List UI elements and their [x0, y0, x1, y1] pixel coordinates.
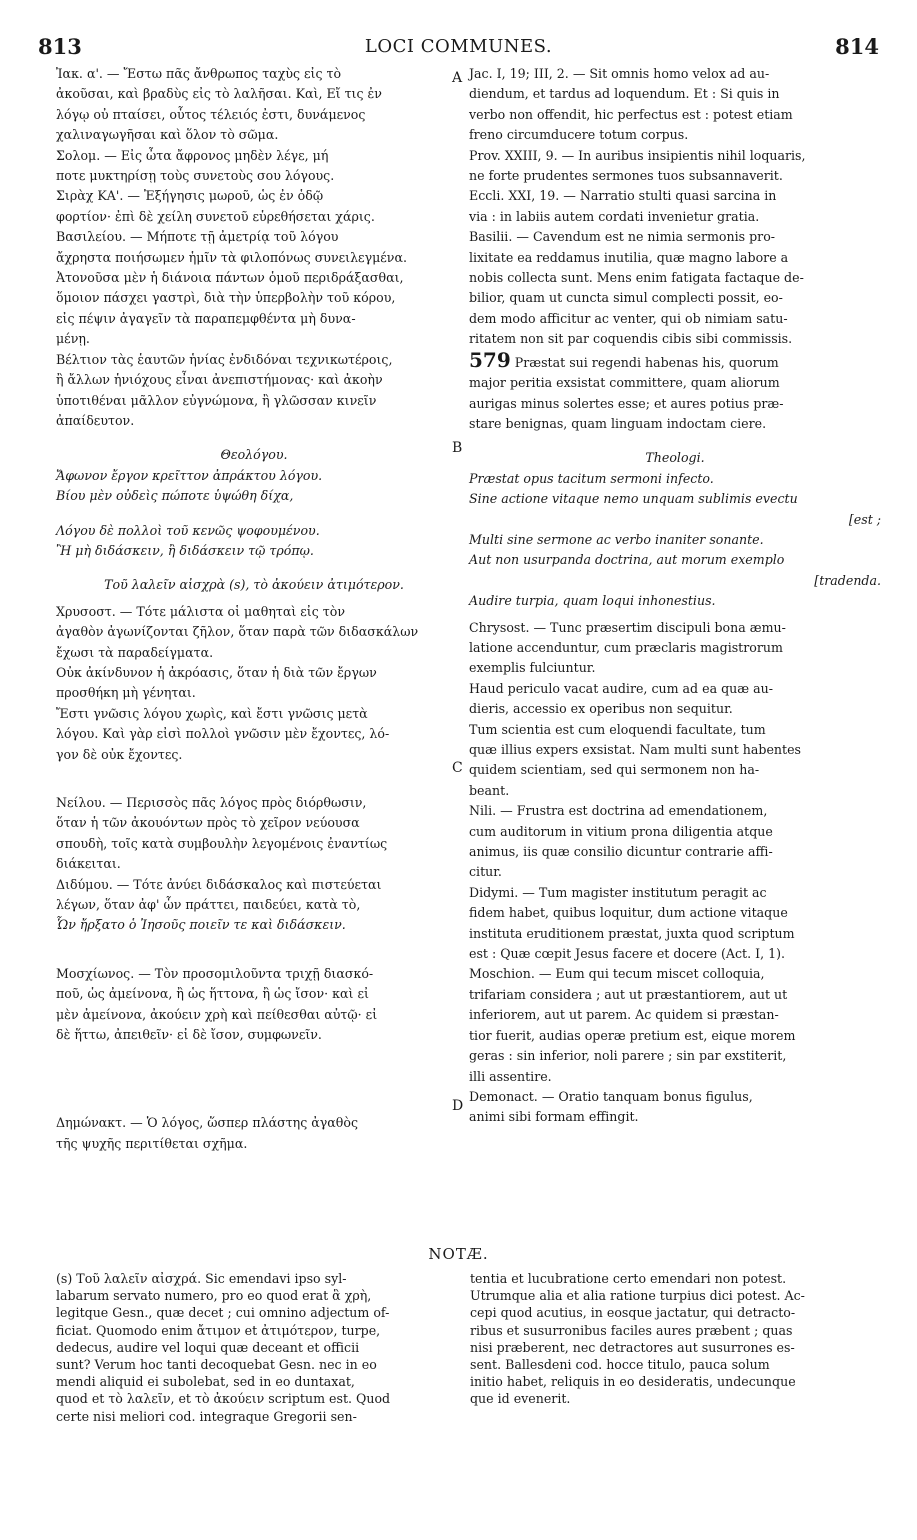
- text-line: Ἀτονοῦσα μὲν ἡ διάνοια πάντων ὁμοῦ περιδράξασθαι,: [56, 270, 404, 286]
- margin-marker-a: A: [452, 70, 463, 86]
- verse-line: Ἢ μὴ διδάσκειν, ἢ διδάσκειν τῷ τρόπῳ.: [56, 542, 314, 558]
- text-line: Prov. XXIII, 9. — In auribus insipientis nihil loquaris,: [469, 147, 806, 163]
- text-line: μένῃ.: [56, 331, 90, 347]
- text-line: [469, 347, 881, 373]
- note-line: mendi aliquid ei subolebat, sed in eo duntaxat,: [56, 1374, 355, 1390]
- note-line: labarum servato numero, pro eo quod erat ἃ χρὴ,: [56, 1288, 372, 1304]
- text-line: λόγου. Καὶ γὰρ εἰσὶ πολλοὶ γνῶσιν μὲν ἔχοντες, λό-: [56, 726, 390, 742]
- note-line: legitque Gesn., quæ decet ; cui omnino adjectum of-: [56, 1305, 390, 1321]
- text-line: diendum, et tardus ad loquendum. Et : Si quis in: [469, 86, 780, 102]
- text-line: Didymi. — Tum magister institutum peragit ac: [469, 884, 767, 900]
- note-line: (s) Τοῦ λαλεῖν αἰσχρά. Sic emendavi ipso syl-: [56, 1271, 347, 1286]
- text-line: ποτε μυκτηρίσῃ τοὺς συνετοὺς σου λόγους.: [56, 168, 335, 184]
- greek-column: [56, 64, 452, 1154]
- verse-line: Βίου μὲν οὐδεὶς πώποτε ὑψώθη δίχα,: [56, 488, 294, 504]
- text-line: animi sibi formam effingit.: [469, 1109, 639, 1125]
- text-line: via : in labiis autem cordati invenietur gratia.: [469, 208, 760, 224]
- margin-marker-d: D: [452, 1098, 464, 1114]
- margin-marker-b: B: [452, 440, 463, 456]
- text-line: Eccli. XXI, 19. — Narratio stulti quasi sarcina in: [469, 188, 777, 204]
- text-line: verbo non offendit, hic perfectus est : potest etiam: [469, 106, 793, 122]
- text-line: ὑποτιθέναι μᾶλλον εὐγνώμονα, ἢ γλῶσσαν κινεῖν: [56, 392, 377, 408]
- column-number: 579: [469, 347, 511, 372]
- notes-left-column: [56, 1270, 452, 1425]
- text-line: ἔχωσι τὰ παραδείγματα.: [56, 644, 214, 660]
- text-line: lixitate ea reddamus inutilia, quæ magno labore a: [469, 249, 789, 265]
- page-header: [38, 34, 879, 64]
- note-line: sunt? Verum hoc tanti decoquebat Gesn. nec in eo: [56, 1357, 377, 1373]
- text-line: Σιρὰχ ΚΑ'. — Ἐξήγησις μωροῦ, ὡς ἐν ὁδῷ: [56, 188, 324, 204]
- text-line: λέγων, ὅταν ἀφ' ὧν πράττει, παιδεύει, κατὰ τὸ,: [56, 897, 361, 913]
- text-line: trifariam considera ; aut ut præstantiorem, aut ut: [469, 986, 788, 1002]
- text-line: Οὐκ ἀκίνδυνον ἡ ἀκρόασις, ὅταν ἡ διὰ τῶν ἔργων: [56, 664, 377, 680]
- text-line: Tum scientia est cum eloquendi facultate, tum: [469, 721, 766, 737]
- text-line: Ὧν ἤρξατο ὁ Ἰησοῦς ποιεῖν τε καὶ διδάσκειν.: [56, 917, 346, 933]
- text-line: geras : sin inferior, noli parere ; sin par exstiterit,: [469, 1048, 787, 1064]
- text-line: ἄχρηστα ποιήσωμεν ἡμῖν τὰ φιλοπόνως συνειλεγμένα.: [56, 249, 407, 265]
- text-line: beant.: [469, 782, 510, 798]
- text-line: λόγῳ οὐ πταίσει, οὗτος τέλειός ἐστι, δυνάμενος: [56, 106, 366, 122]
- text-line-content: Præstat sui regendi habenas his, quorum: [514, 354, 779, 370]
- text-line: bilior, quam ut cuncta simul complecti possit, eo-: [469, 290, 783, 306]
- text-line: ὅμοιον πάσχει γαστρὶ, διὰ τὴν ὑπερβολὴν τοῦ κόρου,: [56, 290, 396, 306]
- note-line: quod et τὸ λαλεῖν, et τὸ ἀκούειν scriptum est. Quod: [56, 1391, 391, 1407]
- text-line: illi assentire.: [469, 1068, 552, 1084]
- margin-marker-c: C: [452, 760, 463, 776]
- text-line: χαλιναγωγῆσαι καὶ ὅλον τὸ σῶμα.: [56, 127, 279, 143]
- verse-line: Aut non usurpanda doctrina, aut morum exemplo: [469, 552, 785, 568]
- page-number-right: 814: [835, 34, 879, 59]
- text-line: γον δὲ οὐκ ἔχοντες.: [56, 746, 183, 762]
- section-heading-theologou: Θεολόγου.: [220, 447, 288, 463]
- text-line: latione accenduntur, cum præclaris magistrorum: [469, 639, 783, 655]
- notes-title: NOTÆ.: [428, 1245, 489, 1263]
- verse-line: Præstat opus tacitum sermoni infecto.: [469, 470, 714, 486]
- note-line: certe nisi meliori cod. integraque Gregorii sen-: [56, 1408, 357, 1424]
- text-line: animus, iis quæ consilio dicuntur contrarie affi-: [469, 844, 773, 860]
- text-line: ne forte prudentes sermones tuos subsannaverit.: [469, 168, 783, 184]
- text-line: instituta eruditionem præstat, juxta quod scriptum: [469, 925, 795, 941]
- running-title: LOCI COMMUNES.: [364, 36, 553, 57]
- text-line: Moschion. — Eum qui tecum miscet colloquia,: [469, 966, 765, 982]
- text-line: tior fuerit, audias operæ pretium est, eique morem: [469, 1027, 796, 1043]
- verse-line: [est ;: [848, 511, 881, 527]
- text-line: nobis collecta sunt. Mens enim fatigata factaque de-: [469, 270, 804, 286]
- text-line: stare benignas, quam linguam indoctam ciere.: [469, 415, 767, 431]
- note-line: tentia et lucubratione certo emendari non potest.: [470, 1271, 787, 1286]
- text-line: Βασιλείου. — Μήποτε τῇ ἀμετρίᾳ τοῦ λόγου: [56, 229, 339, 245]
- page-number-left: 813: [38, 34, 82, 59]
- verse-line: Sine actione vitaque nemo unquam sublimis evectu: [469, 491, 798, 507]
- text-line: Δημώνακτ. — Ὁ λόγος, ὥσπερ πλάστης ἀγαθὸς: [56, 1115, 359, 1131]
- section-title-talking: Τοῦ λαλεῖν αἰσχρὰ (s), τὸ ἀκούειν ἀτιμότερον.: [104, 577, 404, 593]
- text-line: Σολομ. — Εἰς ὦτα ἄφρονος μηδὲν λέγε, μή: [56, 147, 329, 163]
- note-line: Utrumque alia et alia ratione turpius dici potest. Ac-: [470, 1288, 805, 1304]
- text-line: quæ illius expers exsistat. Nam multi sunt habentes: [469, 742, 802, 757]
- text-line: major peritia exsistat committere, quam aliorum: [469, 375, 780, 391]
- text-line: aurigas minus solertes esse; et aures potius præ-: [469, 395, 784, 411]
- text-line: Ἰακ. α'. — Ἔστω πᾶς ἄνθρωπος ταχὺς εἰς τὸ: [56, 66, 342, 81]
- text-line: citur.: [469, 864, 502, 880]
- text-line: διάκειται.: [56, 856, 121, 872]
- text-line: εἰς πέψιν ἀγαγεῖν τὰ παραπεμφθέντα μὴ δυνα-: [56, 310, 356, 326]
- text-line: Διδύμου. — Τότε ἀνύει διδάσκαλος καὶ πιστεύεται: [56, 876, 382, 892]
- note-line: initio habet, reliquis in eo desideratis, undecunque: [470, 1374, 796, 1390]
- note-line: cepi quod acutius, in eosque jactatur, qui detracto-: [470, 1305, 796, 1321]
- text-line: τῆς ψυχῆς περιτίθεται σχῆμα.: [56, 1135, 248, 1151]
- text-line: Demonact. — Oratio tanquam bonus figulus,: [469, 1088, 753, 1104]
- verse-line: Audire turpia, quam loqui inhonestius.: [469, 593, 716, 609]
- text-line: fidem habet, quibus loquitur, dum actione vitaque: [469, 905, 788, 921]
- note-line: ribus et susurronibus faciles aures præbent ; quas: [470, 1322, 793, 1338]
- text-line: προσθήκη μὴ γένηται.: [56, 685, 196, 701]
- text-line: ἀγαθὸν ἀγωνίζονται ζῆλον, ὅταν παρὰ τῶν διδασκάλων: [56, 624, 419, 640]
- text-line: Ἔστι γνῶσις λόγου χωρὶς, καὶ ἔστι γνῶσις μετὰ: [56, 705, 368, 721]
- note-line: nisi præberent, nec detractores aut susurrones es-: [470, 1339, 795, 1355]
- text-line: Μοσχίωνος. — Τὸν προσομιλοῦντα τριχῇ διασκό-: [56, 965, 374, 981]
- text-line: dieris, accessio ex operibus non sequitur.: [469, 701, 733, 717]
- verse-line: Λόγου δὲ πολλοὶ τοῦ κενῶς ψοφουμένου.: [56, 522, 320, 538]
- text-line: ἢ ἄλλων ἡνιόχους εἶναι ἀνεπιστήμονας· καὶ ἀκοὴν: [56, 372, 383, 388]
- text-line: Basilii. — Cavendum est ne nimia sermonis pro-: [469, 229, 776, 245]
- verse-line: Multi sine sermone ac verbo inaniter sonante.: [469, 531, 764, 547]
- verse-line: [tradenda.: [814, 572, 881, 588]
- section-heading-theologi: Theologi.: [645, 450, 705, 466]
- text-line: Νείλου. — Περισσὸς πᾶς λόγος πρὸς διόρθωσιν,: [56, 795, 367, 810]
- text-line: Chrysost. — Tunc præsertim discipuli bona æmu-: [469, 619, 786, 635]
- text-line: inferiorem, aut ut parem. Ac quidem si præstan-: [469, 1007, 779, 1023]
- text-line: δὲ ἥττω, ἀπειθεῖν· εἰ δὲ ἴσον, συμφωνεῖν.: [56, 1027, 322, 1043]
- text-line: μὲν ἀμείνονα, ἀκούειν χρὴ καὶ πείθεσθαι αὐτῷ· εἰ: [56, 1006, 378, 1022]
- note-line: ficiat. Quomodo enim ἄτιμον et ἀτιμότερον, turpe,: [56, 1322, 381, 1338]
- notes-right-column: [470, 1270, 880, 1408]
- text-line: Haud periculo vacat audire, cum ad ea quæ au-: [469, 680, 773, 696]
- text-line: σπουδὴ, τοῖς κατὰ συμβουλὴν λεγομένοις ἐναντίως: [56, 835, 388, 851]
- text-line: ritatem non sit par coquendis cibis sibi commissis.: [469, 331, 793, 347]
- text-line: ποῦ, ὡς ἀμείνονα, ἢ ὡς ἥττονα, ἢ ὡς ἴσον· καὶ εἰ: [56, 986, 369, 1002]
- note-line: sent. Ballesdeni cod. hocce titulo, pauca solum: [470, 1357, 770, 1373]
- text-line: cum auditorum in vitium prona diligentia atque: [469, 823, 773, 839]
- text-line: ἀκοῦσαι, καὶ βραδὺς εἰς τὸ λαλῆσαι. Καὶ, Εἴ τις ἐν: [56, 86, 382, 102]
- text-line: exemplis fulciuntur.: [469, 660, 596, 676]
- verse-line: Ἄφωνον ἔργον κρεῖττον ἀπράκτου λόγου.: [56, 467, 323, 483]
- text-line: ἀπαίδευτον.: [56, 412, 135, 428]
- text-line: ὅταν ἡ τῶν ἀκουόντων πρὸς τὸ χεῖρον νεύουσα: [56, 815, 360, 831]
- text-line: Χρυσοστ. — Τότε μάλιστα οἱ μαθηταὶ εἰς τὸν: [56, 603, 346, 619]
- note-line: dedecus, audire vel loqui quæ deceant et officii: [56, 1339, 360, 1355]
- text-line: est : Quæ cœpit Jesus facere et docere (Act. I, 1).: [469, 946, 786, 962]
- text-line: Jac. I, 19; III, 2. — Sit omnis homo velox ad au-: [469, 66, 770, 81]
- latin-column: [469, 64, 881, 1128]
- text-line: freno circumducere totum corpus.: [469, 127, 689, 143]
- text-line: Nili. — Frustra est doctrina ad emendationem,: [469, 803, 768, 819]
- text-line: quidem scientiam, sed qui sermonem non ha-: [469, 762, 760, 778]
- text-line: φορτίον· ἐπὶ δὲ χείλη συνετοῦ εὑρεθήσεται χάρις.: [56, 208, 375, 224]
- text-line: Βέλτιον τὰς ἑαυτῶν ἡνίας ἐνδιδόναι τεχνικωτέροις,: [56, 351, 393, 367]
- note-line: que id evenerit.: [470, 1391, 571, 1407]
- text-line: dem modo afficitur ac venter, qui ob nimiam satu-: [469, 310, 788, 326]
